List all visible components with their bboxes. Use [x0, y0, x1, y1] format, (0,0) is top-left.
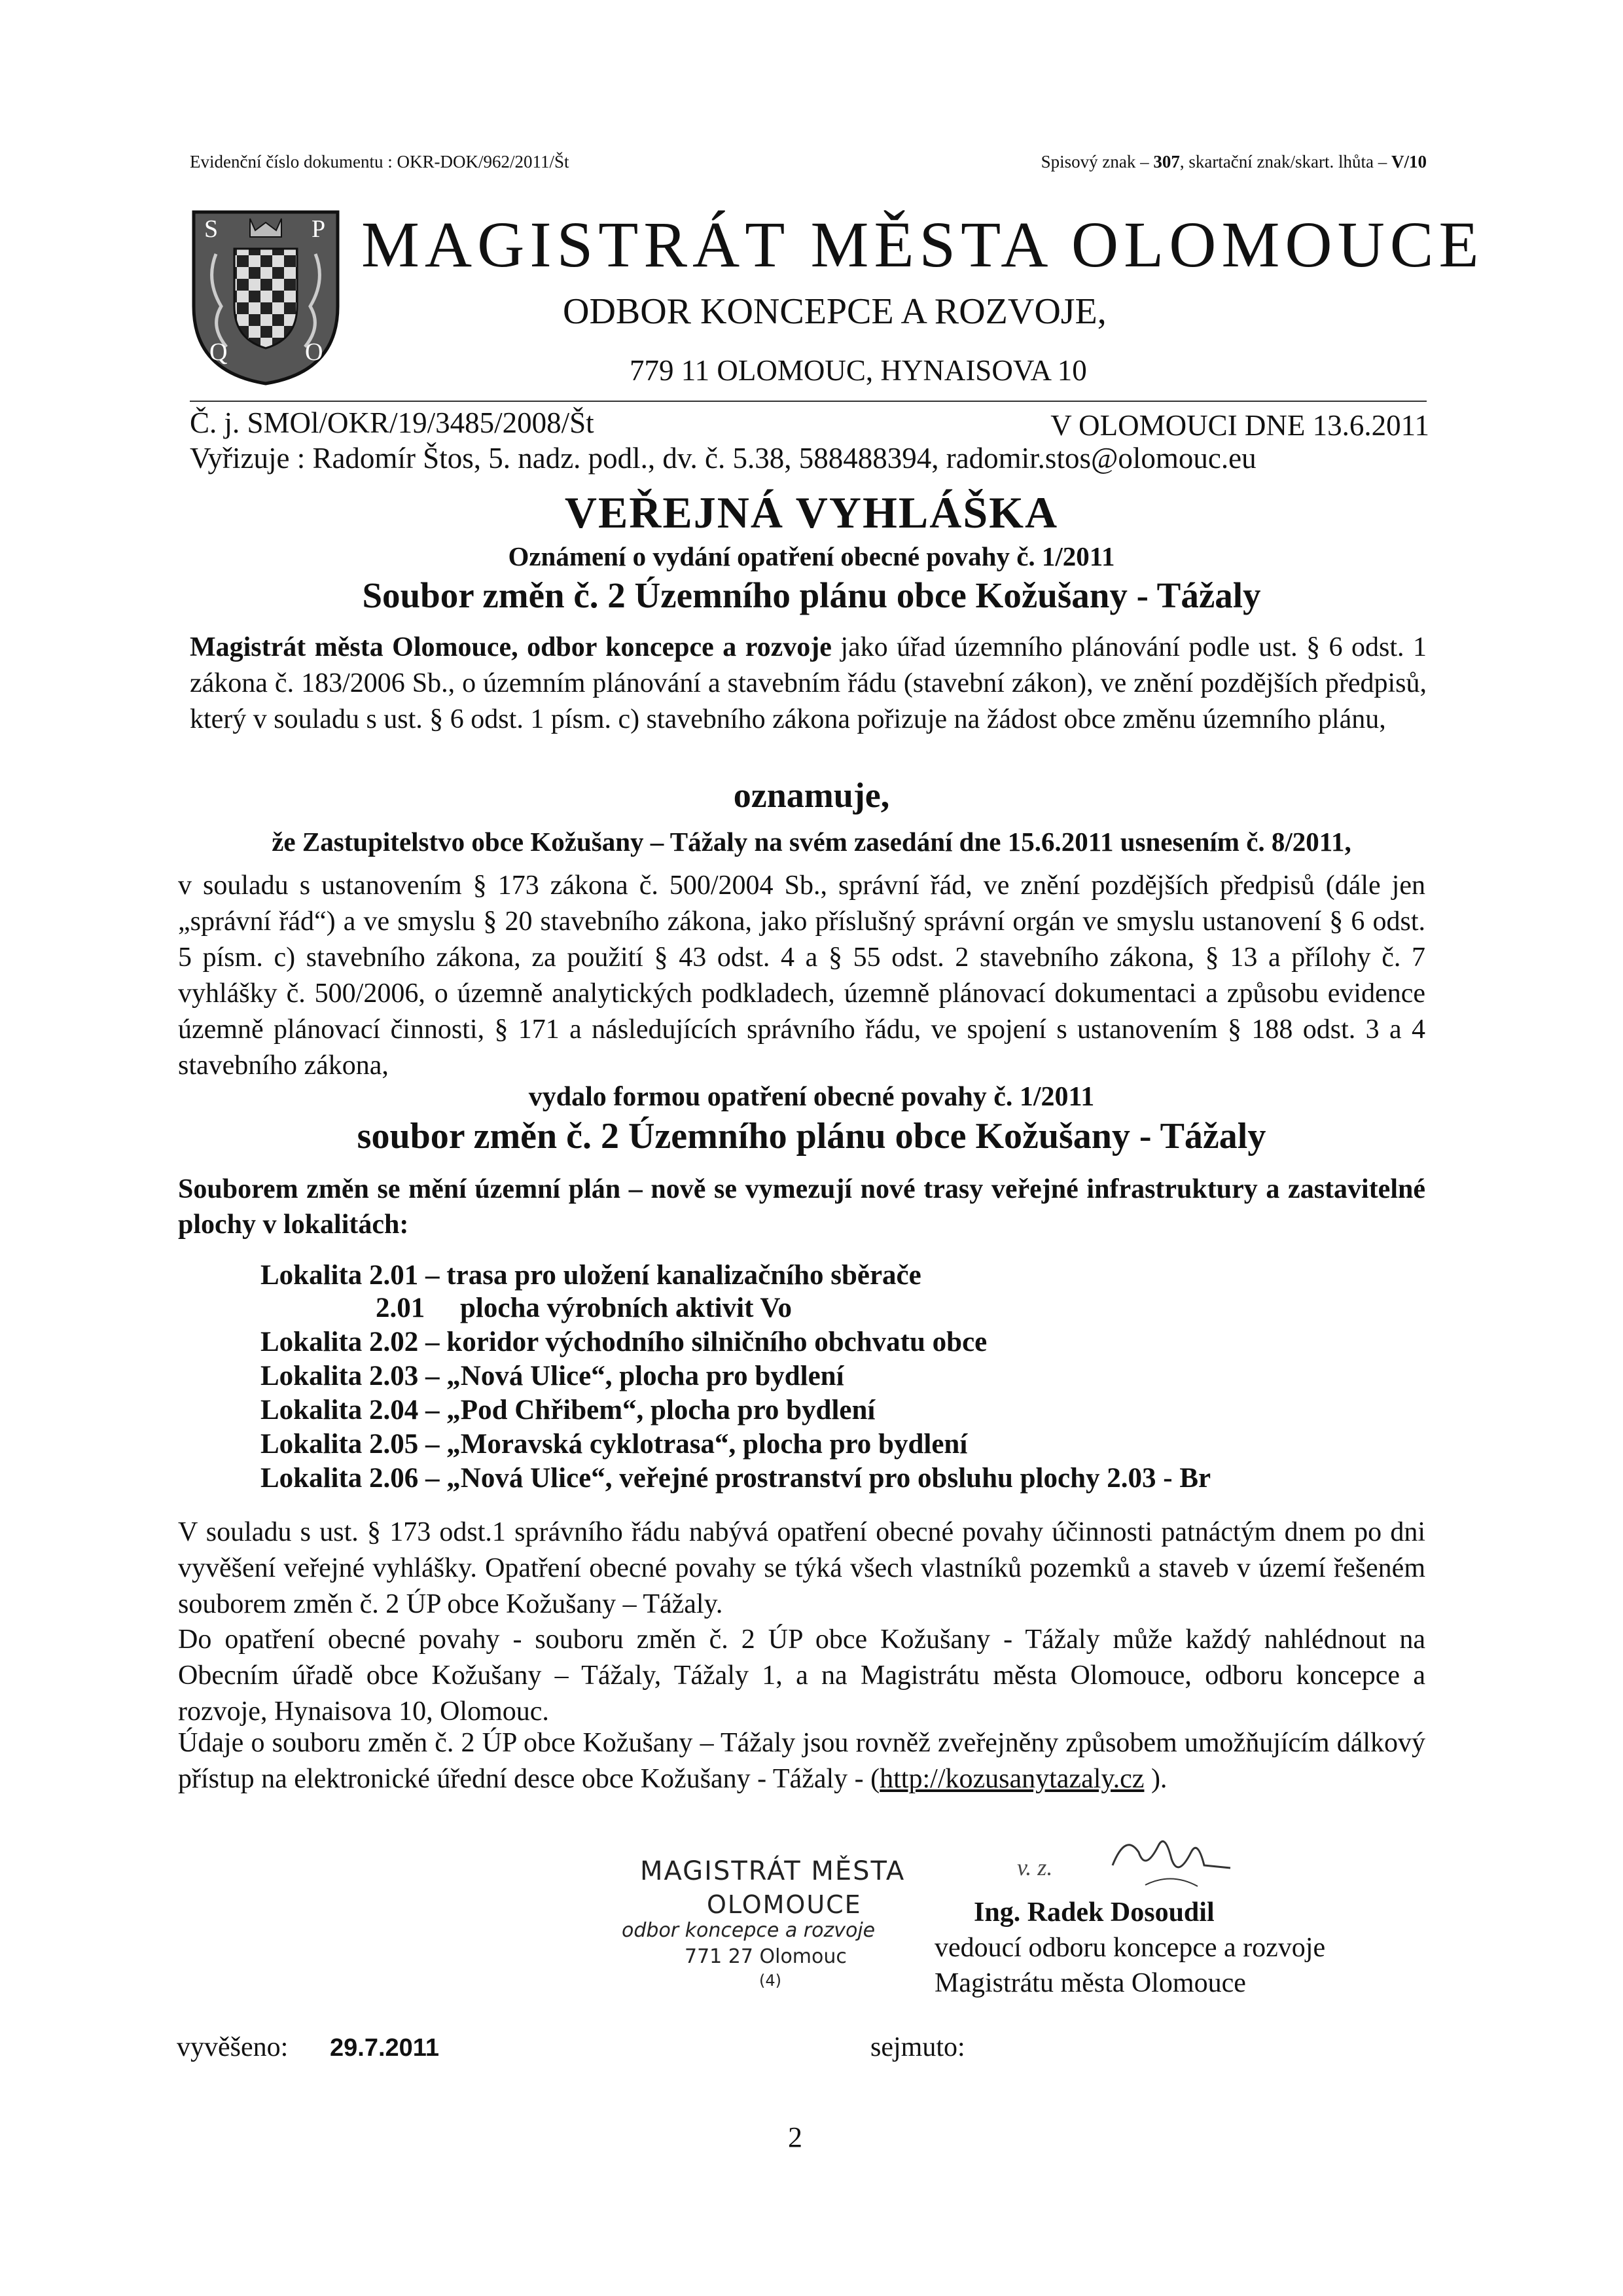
file-mark-mid: , skartační znak/skart. lhůta –	[1179, 152, 1391, 171]
crest-letter-q: Q	[209, 338, 228, 366]
intro-text: jako úřad územního plánování podle ust. § 6 odst. 1 zákona č. 183/2006 Sb., o územním plánování a stavebním řádu (stavební zákon), ve znění pozdějších předpisů, který v souladu s ust. § 6 odst. 1 písm. c) stavebního zákona pořizuje na žádost obce změnu územního plánu,	[190, 632, 1427, 734]
place-date: V OLOMOUCI DNE 13.6.2011	[1050, 409, 1429, 442]
file-mark-prefix: Spisový znak –	[1041, 152, 1154, 171]
posted-date: 29.7.2011	[330, 2034, 439, 2062]
letterhead-rule	[190, 401, 1427, 402]
list-item: 2.01 plocha výrobních aktivit Vo	[376, 1293, 792, 1323]
stamp-line-2: OLOMOUCE	[707, 1890, 862, 1919]
signatory-office: Magistrátu města Olomouce	[935, 1968, 1246, 1998]
file-mark-value: 307	[1153, 152, 1180, 171]
signatory-role: vedoucí odboru koncepce a rozvoje	[935, 1933, 1326, 1963]
stamp-line-4: 771 27 Olomouc	[685, 1945, 847, 1968]
list-item: Lokalita 2.05 – „Moravská cyklotrasa“, plocha pro bydlení	[260, 1429, 968, 1460]
document-id: Evidenční číslo dokumentu : OKR-DOK/962/2011/Št	[190, 152, 569, 171]
crest-letter-o: O	[305, 338, 323, 366]
file-mark	[1041, 152, 1427, 172]
file-mark-retention: V/10	[1391, 152, 1427, 171]
list-item: Lokalita 2.02 – koridor východního silničního obchvatu obce	[260, 1327, 988, 1357]
intro-authority: Magistrát města Olomouce, odbor koncepce a rozvoje	[190, 632, 832, 662]
document-title: VEŘEJNÁ VYHLÁŠKA	[564, 488, 1059, 537]
effect-paragraph: V souladu s ust. § 173 odst.1 správního řádu nabývá opatření obecné povahy účinnosti patnáctým dnem po dni vyvěšení veřejné vyhlášky. Opatření obecné povahy se týká všech vlastníků pozemků a staveb v území řešeném souborem změn č. 2 ÚP obce Kožušany – Tážaly.	[178, 1517, 1425, 1619]
letterhead-title: MAGISTRÁT MĚSTA OLOMOUCE	[361, 208, 1484, 281]
list-item: Lokalita 2.06 – „Nová Ulice“, veřejné prostranství pro obsluhu plochy 2.03 - Br	[260, 1463, 1211, 1494]
website-link[interactable]: http://kozusanytazaly.cz	[880, 1764, 1145, 1794]
list-item: Lokalita 2.04 – „Pod Chřibem“, plocha pro bydlení	[260, 1395, 876, 1426]
intro-paragraph	[190, 630, 1427, 738]
list-item: Lokalita 2.03 – „Nová Ulice“, plocha pro bydlení	[260, 1361, 844, 1391]
issued-subject: soubor změn č. 2 Územního plánu obce Kožušany - Tážaly	[357, 1116, 1266, 1157]
online-text: Údaje o souboru změn č. 2 ÚP obce Kožušany – Tážaly jsou rovněž zveřejněny způsobem umožňujícím dálkový přístup na elektronické úřední desce obce Kožušany - Tážaly - (	[178, 1728, 1425, 1794]
inspection-paragraph: Do opatření obecné povahy - souboru změn č. 2 ÚP obce Kožušany - Tážaly může každý nahlédnout na Obecním úřadě obce Kožušany – Tážaly, Tážaly 1, a na Magistrátu města Olomouce, odboru koncepce a rozvoje, Hynaisova 10, Olomouc.	[178, 1624, 1425, 1727]
crest-letter-s: S	[204, 215, 219, 243]
online-after: ).	[1144, 1764, 1168, 1794]
crest-letter-p: P	[312, 215, 326, 243]
issued-line: vydalo formou opatření obecné povahy č. 1/2011	[528, 1082, 1095, 1112]
stamp-line-1: MAGISTRÁT MĚSTA	[640, 1856, 906, 1886]
signatory-name: Ing. Radek Dosoudil	[974, 1897, 1215, 1928]
announces-heading: oznamuje,	[733, 776, 890, 815]
online-paragraph	[178, 1725, 1425, 1797]
handler-info: Vyřizuje : Radomír Štos, 5. nadz. podl., dv. č. 5.38, 588488394, radomir.stos@olomouc.eu	[190, 442, 1257, 475]
subject-line: Soubor změn č. 2 Územního plánu obce Kožušany - Tážaly	[362, 575, 1261, 615]
council-line: že Zastupitelstvo obce Kožušany – Tážaly na svém zasedání dne 15.6.2011 usnesením č. 8/2011,	[272, 827, 1351, 857]
stamp-line-3: odbor koncepce a rozvoje	[622, 1919, 876, 1942]
city-crest-icon	[190, 208, 342, 386]
letterhead-address: 779 11 OLOMOUC, HYNAISOVA 10	[630, 354, 1087, 387]
removed-label: sejmuto:	[870, 2032, 965, 2062]
stamp-line-5: (4)	[759, 1971, 781, 1990]
posted-label: vyvěšeno:	[177, 2032, 289, 2062]
letterhead-department: ODBOR KONCEPCE A ROZVOJE,	[563, 291, 1107, 332]
notice-line: Oznámení o vydání opatření obecné povahy č. 1/2011	[508, 541, 1115, 571]
page-number: 2	[788, 2121, 802, 2153]
legal-basis-paragraph: v souladu s ustanovením § 173 zákona č. 500/2004 Sb., správní řád, ve znění pozdějších předpisů (dále jen „správní řád“) a ve smyslu § 20 stavebního zákona, jako příslušný správní orgán ve smyslu ustanovení § 6 odst. 5 písm. c) stavebního zákona, za použití § 43 odst. 4 a § 55 odst. 2 stavebního zákona, § 13 a přílohy č. 7 vyhlášky č. 500/2006, o územně analytických podkladech, územně plánovací dokumentaci a způsobu evidence územně plánovací činnosti, § 171 a následujících správního řádu, ve spojení s ustanovením § 188 odst. 3 a 4 stavebního zákona,	[178, 870, 1425, 1081]
changes-intro: Souborem změn se mění územní plán – nově se vymezují nové trasy veřejné infrastruktury a zastavitelné plochy v lokalitách:	[178, 1174, 1425, 1240]
signature-authorization: v. z.	[1017, 1854, 1053, 1880]
list-item: Lokalita 2.01 – trasa pro uložení kanalizačního sběrače	[260, 1260, 921, 1291]
reference-number: Č. j. SMOl/OKR/19/3485/2008/Št	[190, 406, 594, 439]
handwritten-signature-icon	[1099, 1826, 1243, 1898]
